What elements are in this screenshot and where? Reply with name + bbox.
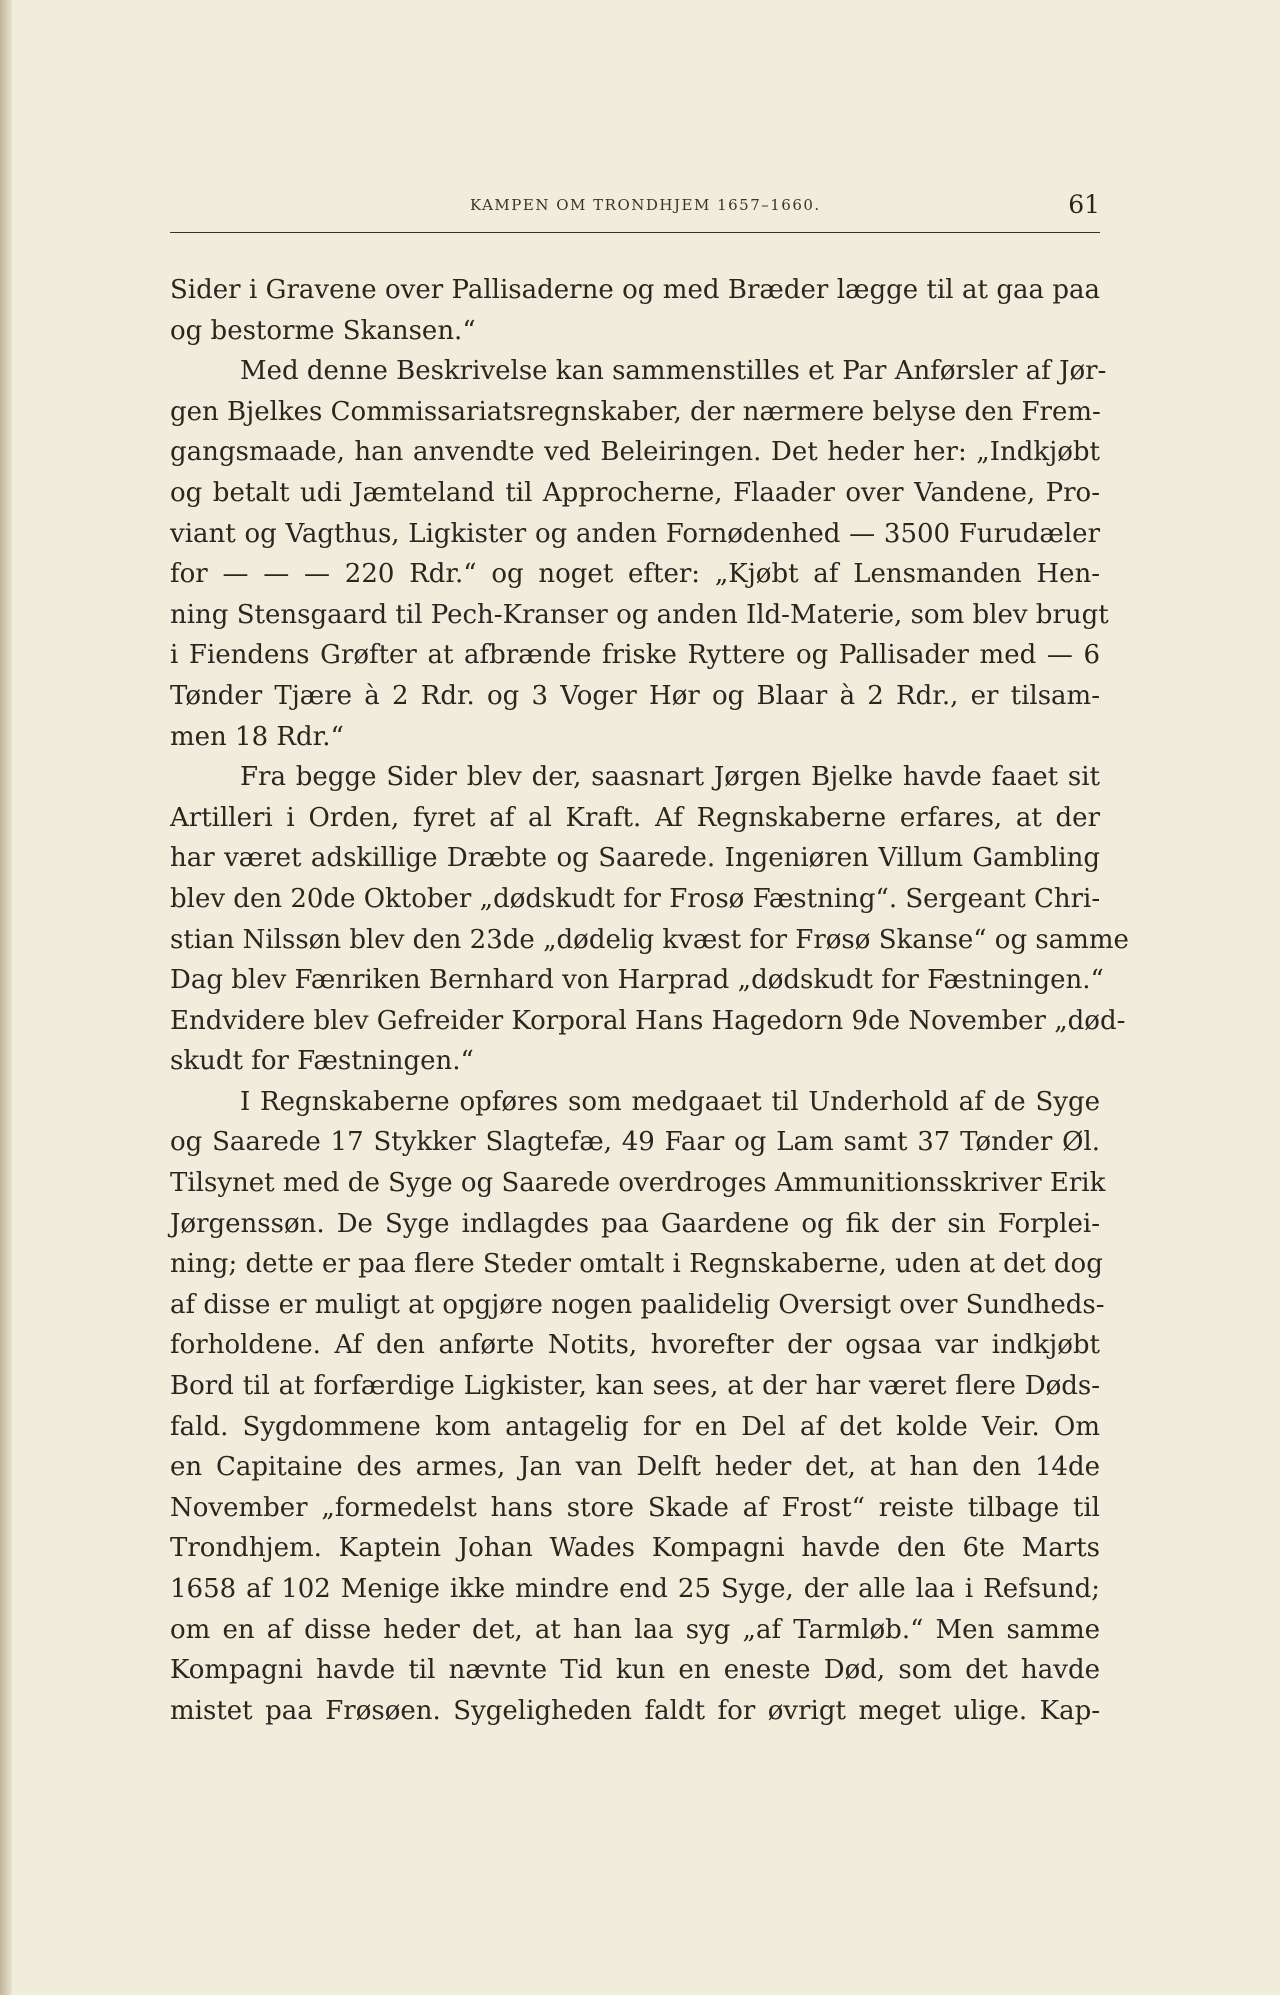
text-line: og bestorme Skansen.“ [170, 315, 476, 346]
text-line: blev den 20de Oktober „dødskudt for Frosø Fæstning“. Sergeant Chri- [170, 883, 1101, 914]
running-title: KAMPEN OM TRONDHJEM 1657–1660. [470, 196, 821, 214]
text-line: og betalt udi Jæmteland til Approcherne, Flaader over Vandene, Pro- [170, 477, 1100, 508]
binding-edge [0, 0, 12, 1995]
text-line: Dag blev Fænriken Bernhard von Harprad „dødskudt for Fæstningen.“ [170, 965, 1104, 996]
text-line: mistet paa Frøsøen. Sygeligheden faldt for øvrigt meget ulige. Kap- [170, 1695, 1100, 1726]
text-line: Fra begge Sider blev der, saasnart Jørgen Bjelke havde faaet sit [240, 762, 1100, 793]
text-line: Tilsynet med de Syge og Saarede overdroges Ammunitionsskriver Erik [170, 1168, 1106, 1199]
text-line: ning Stensgaard til Pech-Kranser og anden Ild-Materie, som blev brugt [170, 599, 1109, 630]
text-line: om en af disse heder det, at han laa syg „af Tarmløb.“ Men samme [170, 1614, 1100, 1645]
text-line: en Capitaine des armes, Jan van Delft heder det, at han den 14de [170, 1452, 1100, 1483]
page-number: 61 [1068, 190, 1100, 219]
text-line: fald. Sygdommene kom antagelig for en Del af det kolde Veir. Om [170, 1411, 1100, 1442]
text-line: viant og Vagthus, Ligkister og anden Fornødenhed — 3500 Furudæler [170, 518, 1100, 549]
text-line: Endvidere blev Gefreider Korporal Hans Hagedorn 9de November „død- [170, 1005, 1126, 1036]
text-line: men 18 Rdr.“ [170, 721, 344, 752]
header-rule [170, 232, 1100, 233]
text-line: I Regnskaberne opføres som medgaaet til Underhold af de Syge [240, 1086, 1100, 1117]
text-line: forholdene. Af den anførte Notits, hvorefter der ogsaa var indkjøbt [170, 1330, 1100, 1361]
text-line: ning; dette er paa flere Steder omtalt i Regnskaberne, uden at det dog [170, 1249, 1103, 1280]
text-line: gangsmaade, han anvendte ved Beleiringen. Det heder her: „Indkjøbt [170, 437, 1100, 468]
text-line: Artilleri i Orden, fyret af al Kraft. Af Regnskaberne erfares, at der [170, 802, 1100, 833]
text-line: har været adskillige Dræbte og Saarede. Ingeniøren Villum Gambling [170, 843, 1100, 874]
text-line: Sider i Gravene over Pallisaderne og med Bræder lægge til at gaa paa [170, 275, 1100, 305]
text-line: for — — — 220 Rdr.“ og noget efter: „Kjøbt af Lensmanden Hen- [170, 559, 1100, 590]
text-line: gen Bjelkes Commissariatsregnskaber, der nærmere belyse den Frem- [170, 396, 1101, 427]
text-line: Trondhjem. Kaptein Johan Wades Kompagni havde den 6te Marts [170, 1533, 1100, 1564]
text-line: i Fiendens Grøfter at afbrænde friske Ryttere og Pallisader med — 6 [170, 640, 1100, 671]
text-line: stian Nilssøn blev den 23de „dødelig kvæst for Frøsø Skanse“ og samme [170, 924, 1129, 955]
page-header [170, 190, 1100, 230]
text-line: November „formedelst hans store Skade af Frost“ reiste tilbage til [170, 1492, 1100, 1523]
text-line: Jørgenssøn. De Syge indlagdes paa Gaardene og fik der sin Forplei- [170, 1208, 1100, 1239]
text-line: 1658 af 102 Menige ikke mindre end 25 Syge, der alle laa i Refsund; [170, 1574, 1100, 1604]
text-line: Tønder Tjære à 2 Rdr. og 3 Voger Hør og Blaar à 2 Rdr., er tilsam- [170, 680, 1100, 711]
text-line: af disse er muligt at opgjøre nogen paalidelig Oversigt over Sundheds- [170, 1289, 1105, 1320]
text-line: Kompagni havde til nævnte Tid kun en eneste Død, som det havde [170, 1655, 1100, 1686]
text-line: og Saarede 17 Stykker Slagtefæ, 49 Faar og Lam samt 37 Tønder Øl. [170, 1127, 1100, 1158]
text-line: Med denne Beskrivelse kan sammenstilles et Par Anførsler af Jør- [240, 356, 1107, 387]
text-line: Bord til at forfærdige Ligkister, kan sees, at der har været flere Døds- [170, 1371, 1100, 1402]
body-text [170, 270, 1129, 1731]
text-line: skudt for Fæstningen.“ [170, 1046, 474, 1077]
